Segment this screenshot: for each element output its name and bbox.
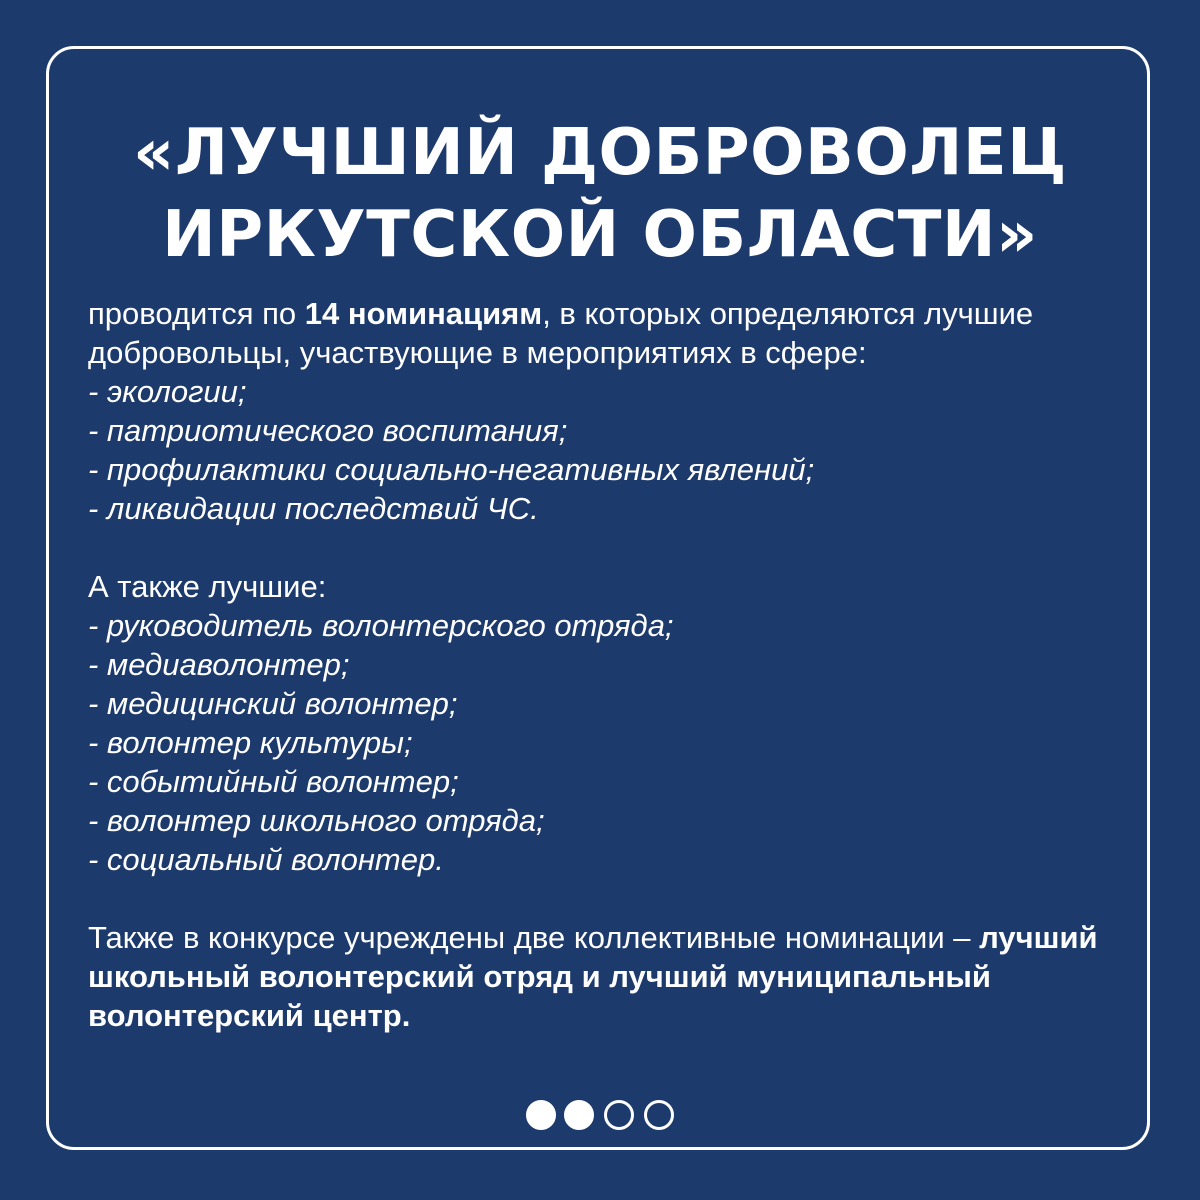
list-item-sphere: - профилактики социально-негативных явлений; — [88, 452, 815, 487]
pagination-dot-2[interactable] — [564, 1100, 594, 1130]
intro-paragraph — [88, 294, 1128, 372]
closing-paragraph — [88, 918, 1128, 1035]
also-heading: А также лучшие: — [88, 569, 327, 604]
title-line-2: ИРКУТСКОЙ ОБЛАСТИ» — [162, 198, 1038, 272]
pagination-dot-1[interactable] — [526, 1100, 556, 1130]
title-line-1: «ЛУЧШИЙ ДОБРОВОЛЕЦ — [133, 116, 1067, 190]
page-title — [46, 112, 1154, 276]
body-text — [88, 294, 1128, 1035]
list-item-nomination: - событийный волонтер; — [88, 764, 459, 799]
list-item-nomination: - социальный волонтер. — [88, 842, 444, 877]
list-item-nomination: - руководитель волонтерского отряда; — [88, 608, 674, 643]
spacer — [88, 879, 1128, 918]
pagination-dot-4[interactable] — [644, 1100, 674, 1130]
spacer — [88, 528, 1128, 567]
list-item-nomination: - волонтер культуры; — [88, 725, 413, 760]
pagination-dots — [0, 1100, 1200, 1130]
list-item-nomination: - медицинский волонтер; — [88, 686, 458, 721]
list-item-sphere: - экологии; — [88, 374, 247, 409]
pagination-dot-3[interactable] — [604, 1100, 634, 1130]
list-item-nomination: - волонтер школьного отряда; — [88, 803, 545, 838]
list-item-sphere: - ликвидации последствий ЧС. — [88, 491, 539, 526]
intro-text-end: , в которых определяются лучшие добровольцы, участвующие в мероприятиях в сфере: — [88, 296, 1034, 370]
list-item-nomination: - медиаволонтер; — [88, 647, 350, 682]
closing-collective-nominations: лучший школьный волонтерский отряд и лучший муниципальный волонтерский центр. — [88, 920, 1098, 1033]
closing-text: Также в конкурсе учреждены две коллективные номинации – — [88, 920, 980, 955]
intro-nominations-count: 14 номинациям — [304, 296, 543, 331]
intro-text-start: проводится по — [88, 296, 305, 331]
list-item-sphere: - патриотического воспитания; — [88, 413, 568, 448]
